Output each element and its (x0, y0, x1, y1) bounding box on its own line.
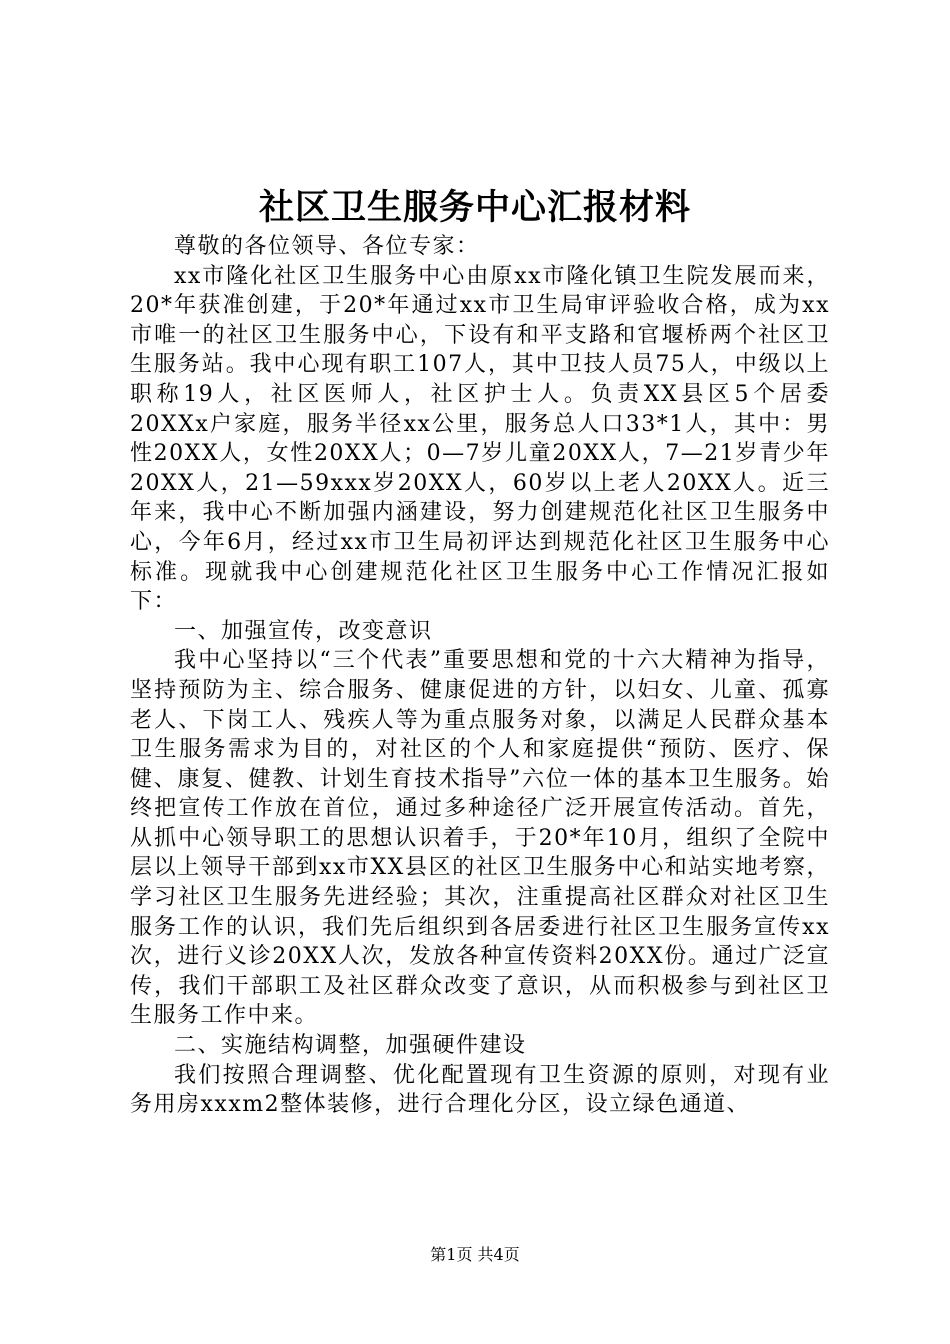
document-body (130, 232, 830, 1120)
page-footer: 第1页 共4页 (430, 1245, 520, 1264)
document-title: 社区卫生服务中心汇报材料 (258, 187, 691, 228)
section-heading-2: 二、实施结构调整，加强硬件建设 (174, 1033, 527, 1059)
paragraph-section-2: 我们按照合理调整、优化配置现有卫生资源的原则，对现有业务用房xxxm2整体装修，进行合理化分区，设立绿色通道、 (130, 1062, 830, 1118)
paragraph-intro: xx市隆化社区卫生服务中心由原xx市隆化镇卫生院发展而来，20*年获准创建，于20*年通过xx市卫生局审评验收合格，成为xx市唯一的社区卫生服务中心，下设有和平支路和官堰桥两个社区卫生服务站。我中心现有职工107人，其中卫技人员75人，中级以上职称19人，社区医师人，社区护士人。负责XX县区5个居委20XXx户家庭，服务半径xx公里，服务总人口33*1人，其中：男性20XX人，女性20XX人；0—7岁儿童20XX人，7—21岁青少年20XX人，21—59xxx岁20XX人，60岁以上老人20XX人。近三年来，我中心不断加强内涵建设，努力创建规范化社区卫生服务中心，今年6月，经过xx市卫生局初评达到规范化社区卫生服务中心标准。现就我中心创建规范化社区卫生服务中心工作情况汇报如下： (130, 263, 830, 615)
paragraph-section-1: 我中心坚持以“三个代表”重要思想和党的十六大精神为指导，坚持预防为主、综合服务、健康促进的方针，以妇女、儿童、孤寡老人、下岗工人、残疾人等为重点服务对象，以满足人民群众基本卫生服务需求为目的，对社区的个人和家庭提供“预防、医疗、保健、康复、健教、计划生育技术指导”六位一体的基本卫生服务。始终把宣传工作放在首位，通过多种途径广泛开展宣传活动。首先，从抓中心领导职工的思想认识着手，于20*年10月，组织了全院中层以上领导干部到xx市XX县区的社区卫生服务中心和站实地考察，学习社区卫生服务先进经验；其次，注重提高社区群众对社区卫生服务工作的认识，我们先后组织到各居委进行社区卫生服务宣传xx次，进行义诊20XX人次，发放各种宣传资料20XX份。通过广泛宣传，我们干部职工及社区群众改变了意识，从而积极参与到社区卫生服务工作中来。 (130, 648, 830, 1029)
section-heading-1: 一、加强宣传，改变意识 (174, 618, 433, 644)
salutation: 尊敬的各位领导、各位专家： (174, 234, 480, 259)
